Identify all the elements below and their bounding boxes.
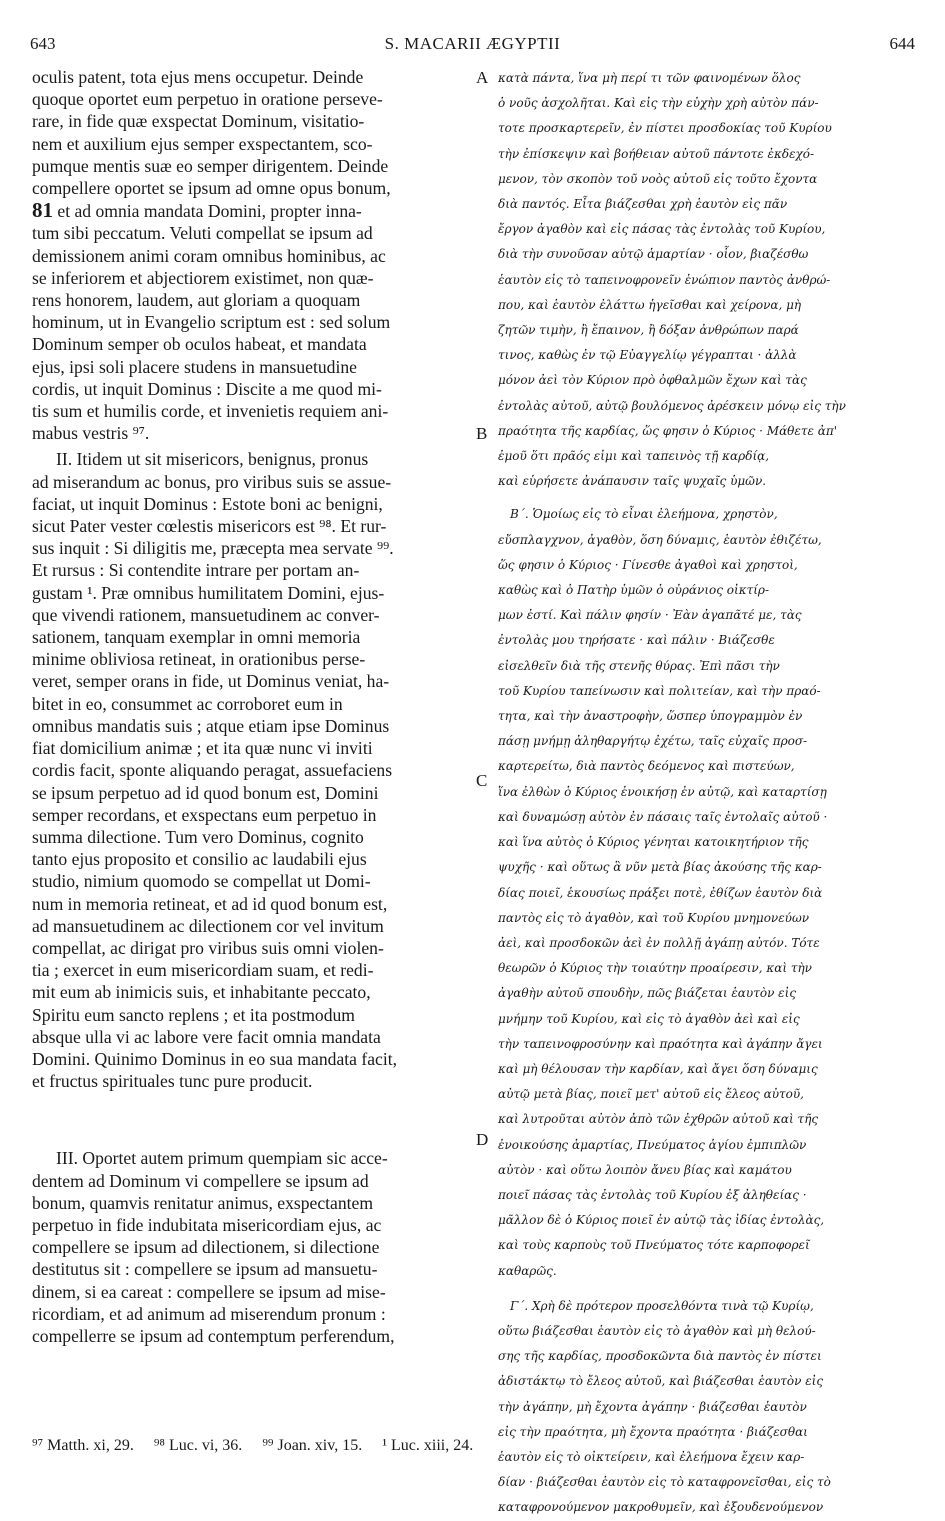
- text-line: tia ; exercet in eum misericordiam suam, et redi-: [32, 960, 374, 981]
- margin-letter-a: A: [476, 68, 489, 87]
- text-line: πραότητα τῆς καρδίας, ὥς φησιν ὁ Κύριος · Μάθετε ἀπ': [498, 423, 838, 438]
- text-line: dinem, si ea careat : compellere se ipsum ad mise-: [32, 1281, 386, 1302]
- text-line: καὶ λυτροῦται αὐτὸν ἀπὸ τῶν ἐχθρῶν αὐτοῦ καὶ τῆς: [498, 1112, 819, 1127]
- text-line: faciat, ut inquit Dominus : Estote boni ac benigni,: [32, 493, 383, 514]
- text-line: μενον, τὸν σκοπὸν τοῦ νοὸς αὐτοῦ εἰς τοῦτο ἔχοντα: [498, 171, 818, 186]
- text-line: pumque mentis suæ eo semper dirigentem. Deinde: [32, 155, 389, 176]
- text-line: quoque oportet eum perpetuo in oratione perseve-: [32, 89, 383, 110]
- text-line: τοτε προσκαρτερεῖν, ἐν πίστει προσδοκίας τοῦ Κυρίου: [498, 121, 832, 136]
- text-line: πάσῃ μνήμῃ ἀληθαργήτῳ ἐχέτω, ταῖς εὐχαῖς προσ-: [498, 734, 808, 749]
- footnote: ¹ Luc. xiii, 24.: [382, 1437, 474, 1454]
- text-line: demissionem animi coram omnibus hominibus, ac: [32, 245, 386, 266]
- text-line: ἐμοῦ ὅτι πρᾶός εἰμι καὶ ταπεινὸς τῇ καρδίᾳ,: [498, 449, 770, 464]
- text-line: sicut Pater vester cœlestis misericors est ⁹⁸. Et rur-: [32, 516, 387, 537]
- greek-paragraph-2: [498, 502, 918, 1283]
- text-line: ἀεὶ, καὶ προσδοκῶν ἀεὶ ἐν πολλῇ ἀγάπῃ αὐτόν. Τότε: [498, 935, 820, 950]
- text-line: Domini. Quinimo Dominus in eo sua mandata facit,: [32, 1048, 398, 1069]
- text-line: III. Oportet autem primum quempiam sic acce-: [56, 1148, 388, 1169]
- text-line: Spiritu eum sancto replens ; et ita postmodum: [32, 1004, 355, 1025]
- section-gap: [498, 494, 918, 502]
- text-line: ad mansuetudinem ac dilectionem cor vel invitum: [32, 915, 384, 936]
- text-line: Dominum semper ob oculos habeat, et mandata: [32, 334, 367, 355]
- text-line: ὁ νοῦς ἀσχολῆται. Καὶ εἰς τὴν εὐχὴν χρὴ αὐτὸν πάν-: [498, 96, 819, 111]
- footnote: ⁹⁸ Luc. vi, 36.: [153, 1437, 243, 1454]
- text-line: κατὰ πάντα, ἵνα μὴ περί τι τῶν φαινομένων ὅλος: [498, 71, 801, 85]
- text-line: tum sibi peccatum. Veluti compellat se ipsum ad: [32, 223, 373, 244]
- text-line: II. Itidem ut sit misericors, benignus, pronus: [56, 449, 369, 470]
- text-line: θεωρῶν ὁ Κύριος τὴν τοιαύτην προαίρεσιν, καὶ τὴν: [498, 961, 812, 976]
- text-line: num in memoria retineat, et ad id quod bonum est,: [32, 893, 388, 914]
- text-line: καθαρῶς.: [498, 1263, 557, 1278]
- text-line: δίας ποιεῖ, ἑκουσίως πράξει ποτὲ, ἐθίζων ἑαυτὸν διὰ: [498, 885, 823, 900]
- latin-paragraph-3: [32, 1147, 472, 1347]
- text-line: bitet in eo, consummet ac corroboret eum in: [32, 693, 343, 714]
- text-line: ἔργον ἀγαθὸν καὶ εἰς πάσας τὰς ἐντολὰς τοῦ Κυρίου,: [498, 222, 826, 237]
- text-line: dentem ad Dominum vi compellere se ipsum ad: [32, 1170, 369, 1191]
- text-line: perpetuo in fide indubitata misericordiam ejus, ac: [32, 1214, 382, 1235]
- margin-letter-c: C: [476, 771, 488, 790]
- text-line: ἀγαθὴν αὐτοῦ σπουδὴν, πῶς βιάζεται ἑαυτὸν εἰς: [498, 986, 797, 1001]
- text-line: se inferiorem et abjectiorem existimet, non quæ-: [32, 267, 374, 288]
- page-number-right: 644: [889, 34, 915, 53]
- text-line: summa dilectione. Tum vero Dominus, cognito: [32, 826, 364, 847]
- text-line: gustam ¹. Præ omnibus humilitatem Domini, ejus-: [32, 582, 385, 603]
- text-line: cordis facit, sponte aliquando peragat, assuefaciens: [32, 760, 393, 781]
- text-line: compellere oportet se ipsum ad omne opus bonum,: [32, 178, 391, 199]
- text-line: διὰ τὴν συνοῦσαν αὐτῷ ἁμαρτίαν · οἷον, βιαζέσθω: [498, 247, 809, 262]
- running-title: S. MACARII ÆGYPTII: [384, 34, 561, 53]
- text-line: τὴν ἀγάπην, μὴ ἔχοντα ἀγάπην · βιάζεσθαι ἑαυτὸν: [498, 1399, 807, 1414]
- text-line: rens honorem, laudem, aut gloriam a quoquam: [32, 290, 361, 311]
- text-line: καταφρονούμενον μακροθυμεῖν, καὶ ἐξουδενούμενον: [498, 1500, 824, 1515]
- margin-letter-b: B: [476, 424, 488, 443]
- text-line: nem et auxilium ejus semper exspectantem, sco-: [32, 133, 373, 154]
- text-line: αὐτῷ μετὰ βίας, ποιεῖ μετ' αὐτοῦ εἰς ἔλεος αὐτοῦ,: [498, 1087, 804, 1102]
- text-line: ἑαυτὸν εἰς τὸ ταπεινοφρονεῖν ἐνώπιον παντὸς ἀνθρώ-: [498, 272, 831, 287]
- footnotes: [32, 1437, 912, 1455]
- text-line: studio, nimium quomodo se compellat ut Domi-: [32, 871, 371, 892]
- text-line: omnibus mandatis suis ; atque etiam ipse Dominus: [32, 715, 390, 736]
- text-line: ἑαυτὸν εἰς τὸ οἰκτείρειν, καὶ ἐλεήμονα ἔχειν καρ-: [498, 1449, 805, 1464]
- text-line: ejus, ipsi soli placere studens in mansuetudine: [32, 356, 357, 377]
- page-header: [30, 34, 915, 58]
- text-line: οὕτω βιάζεσθαι ἑαυτὸν εἰς τὸ ἀγαθὸν καὶ μὴ θελού-: [498, 1323, 816, 1338]
- page-number-left: 643: [30, 34, 56, 53]
- text-line: μνήμην τοῦ Κυρίου, καὶ εἰς τὸ ἀγαθὸν ἀεὶ καὶ εἰς: [498, 1011, 800, 1026]
- text-line: τοῦ Κυρίου ταπείνωσιν καὶ πολιτείαν, καὶ τὴν πραό-: [498, 683, 821, 698]
- text-line: rare, in fide quæ exspectat Dominum, visitatio-: [32, 111, 365, 132]
- text-line: μων ἐστί. Καὶ πάλιν φησίν · Ἐὰν ἀγαπᾶτέ με, τὰς: [498, 608, 802, 623]
- latin-paragraph-1: [32, 66, 472, 444]
- text-line: tis sum et humilis corde, et invenietis requiem ani-: [32, 401, 389, 422]
- text-line: oculis patent, tota ejus mens occupetur. Deinde: [32, 67, 364, 87]
- text-line: ἐντολὰς μου τηρήσατε · καὶ πάλιν · Βιάζεσθε: [498, 633, 775, 648]
- text-line: et fructus spirituales tunc pure producit.: [32, 1071, 313, 1092]
- section-gap: [32, 1092, 472, 1147]
- text-line: τινος, καθὼς ἐν τῷ Εὐαγγελίῳ γέγραπται · ἀλλὰ: [498, 348, 797, 363]
- text-line: que vivendi rationem, mansuetudinem ac conver-: [32, 604, 380, 625]
- text-line: καρτερείτω, διὰ παντὸς δεόμενος καὶ πιστεύων,: [498, 759, 795, 774]
- section-number: 81: [32, 199, 53, 223]
- text-line: hominum, ut in Evangelio scriptum est : sed solum: [32, 312, 391, 333]
- text-line: compellerre se ipsum ad contemptum perferendum,: [32, 1325, 395, 1346]
- text-line: σης τῆς καρδίας, προσδοκῶντα διὰ παντὸς ἐν πίστει: [498, 1349, 822, 1364]
- text-line: veret, semper orans in fide, ut Dominus veniat, ha-: [32, 671, 390, 692]
- footnote: ⁹⁷ Matth. xi, 29.: [32, 1437, 134, 1454]
- text-line: mit eum ab inimicis suis, et inhabitante peccato,: [32, 982, 371, 1003]
- text-line: ὥς φησιν ὁ Κύριος · Γίνεσθε ἀγαθοὶ καὶ χρηστοὶ,: [498, 557, 798, 572]
- text-line: ἀδιστάκτῳ τὸ ἔλεος αὐτοῦ, καὶ βιάζεσθαι ἑαυτὸν εἰς: [498, 1374, 824, 1389]
- text-line: semper recordans, et exspectans eum perpetuo in: [32, 804, 377, 825]
- text-line: αὐτὸν · καὶ οὕτω λοιπὸν ἄνευ βίας καὶ καμάτου: [498, 1162, 792, 1177]
- text-line: Et rursus : Si contendite intrare per portam an-: [32, 560, 360, 581]
- text-line: καὶ εὑρήσετε ἀνάπαυσιν ταῖς ψυχαῖς ὑμῶν.: [498, 474, 767, 489]
- text-line: sus inquit : Si diligitis me, præcepta mea servate ⁹⁹.: [32, 538, 394, 559]
- text-line: τὴν ἐπίσκεψιν καὶ βοήθειαν αὐτοῦ πάντοτε ἐκδεχό-: [498, 146, 815, 161]
- text-line: εὔσπλαγχνον, ἀγαθὸν, ὅση δύναμις, ἑαυτὸν ἐθιζέτω,: [498, 532, 822, 547]
- latin-paragraph-2: [32, 448, 472, 1092]
- text-line: sationem, tanquam exemplar in omni memoria: [32, 627, 361, 648]
- text-line: μᾶλλον δὲ ὁ Κύριος ποιεῖ ἐν αὐτῷ τὰς ἰδίας ἐντολὰς,: [498, 1213, 825, 1228]
- text-line: mabus vestris ⁹⁷.: [32, 423, 150, 444]
- text-line: καὶ μὴ θέλουσαν τὴν καρδίαν, καὶ ἄγει ὅση δύναμις: [498, 1061, 818, 1076]
- text-line: ποιεῖ πάσας τὰς ἐντολὰς τοῦ Κυρίου ἐξ ἀληθείας ·: [498, 1187, 807, 1202]
- text-line: παντὸς εἰς τὸ ἀγαθὸν, καὶ τοῦ Κυρίου μνημονεύων: [498, 910, 810, 925]
- text-line: διὰ παντός. Εἶτα βιάζεσθαι χρὴ ἑαυτὸν εἰς πᾶν: [498, 197, 788, 212]
- text-line: τὴν ταπεινοφροσύνην καὶ πραότητα καὶ ἀγάπην ἄγει: [498, 1036, 823, 1051]
- text-line: bonum, quamvis renitatur animus, exspectantem: [32, 1192, 374, 1213]
- text-line: εἰς τὴν πραότητα, μὴ ἔχοντα πραότητα · βιάζεσθαι: [498, 1424, 808, 1439]
- text-line: που, καὶ ἑαυτὸν ἐλάττω ἡγεῖσθαι καὶ χείρονα, μὴ: [498, 297, 802, 312]
- text-line: minime obliviosa retineat, in orationibus perse-: [32, 649, 366, 670]
- text-line: Γ΄. Χρὴ δὲ πρότερον προσελθόντα τινὰ τῷ Κυρίῳ,: [510, 1298, 814, 1313]
- text-line: fiat domicilium animæ ; et ita quæ nunc vi inviti: [32, 738, 373, 759]
- text-line: ἐνοικούσης ἁμαρτίας, Πνεύματος ἁγίου ἐμπιπλῶν: [498, 1137, 807, 1152]
- text-line: εἰσελθεῖν διὰ τῆς στενῆς θύρας. Ἐπὶ πᾶσι τὴν: [498, 658, 780, 673]
- text-line: τητα, καὶ τὴν ἀναστροφὴν, ὥσπερ ὑπογραμμὸν ἐν: [498, 709, 803, 724]
- margin-letter-d: D: [476, 1130, 489, 1149]
- text-line: se ipsum perpetuo ad id quod bonum est, Domini: [32, 782, 379, 803]
- text-line: compellat, ac dirigat pro viribus suis omni violen-: [32, 937, 384, 958]
- text-line-with-section-number: [32, 199, 472, 222]
- footnote: ⁹⁹ Joan. xiv, 15.: [262, 1437, 363, 1454]
- section-gap: [498, 1284, 918, 1294]
- greek-paragraph-3: [498, 1294, 918, 1521]
- text-line: δίαν · βιάζεσθαι ἑαυτὸν εἰς τὸ καταφρονεῖσθαι, εἰς τὸ: [498, 1475, 831, 1490]
- latin-column: [32, 66, 472, 1347]
- text-line: Β΄. Ὁμοίως εἰς τὸ εἶναι ἐλεήμονα, χρηστὸν,: [510, 507, 778, 522]
- text-line: ad miserandum ac bonus, pro viribus suis se assue-: [32, 471, 392, 492]
- text-line: ἵνα ἐλθὼν ὁ Κύριος ἐνοικήσῃ ἐν αὐτῷ, καὶ καταρτίσῃ: [498, 784, 827, 799]
- text-line: ζητῶν τιμὴν, ἢ ἔπαινον, ἢ δόξαν ἀνθρώπων παρά: [498, 323, 799, 338]
- text-line: ψυχῆς · καὶ οὕτως ἃ νῦν μετὰ βίας ἀκούσης τῆς καρ-: [498, 860, 822, 875]
- text-line: ricordiam, et ad animum ad miserendum pronum :: [32, 1303, 386, 1324]
- greek-column: [498, 66, 918, 1521]
- text-line: καὶ δυναμώσῃ αὐτὸν ἐν πάσαις ταῖς ἐντολαῖς αὐτοῦ ·: [498, 809, 828, 824]
- text-line: ἐντολὰς αὐτοῦ, αὐτῷ βουλόμενος ἀρέσκειν μόνῳ εἰς τὴν: [498, 398, 846, 413]
- text-line: καὶ ἵνα αὐτὸς ὁ Κύριος γένηται κατοικητήριον τῆς: [498, 835, 809, 850]
- text-line: cordis, ut inquit Dominus : Discite a me quod mi-: [32, 378, 382, 399]
- text-line: absque ulla vi ac labore vere facit omnia mandata: [32, 1026, 381, 1047]
- text-line: μόνον ἀεὶ τὸν Κύριον πρὸ ὀφθαλμῶν ἔχων καὶ τὰς: [498, 373, 807, 388]
- text-line: καὶ τοὺς καρποὺς τοῦ Πνεύματος τότε καρποφορεῖ: [498, 1238, 810, 1253]
- text-line: destitutus sit : compellere se ipsum ad mansuetu-: [32, 1259, 378, 1280]
- text-line: καθὼς καὶ ὁ Πατὴρ ὑμῶν ὁ οὐράνιος οἰκτίρ-: [498, 583, 770, 598]
- greek-paragraph-1: [498, 66, 918, 494]
- text-line: et ad omnia mandata Domini, propter inna-: [57, 201, 362, 222]
- text-line: compellere se ipsum ad dilectionem, si dilectione: [32, 1237, 380, 1258]
- text-line: tanto ejus proposito et consilio ac laudabili ejus: [32, 849, 367, 870]
